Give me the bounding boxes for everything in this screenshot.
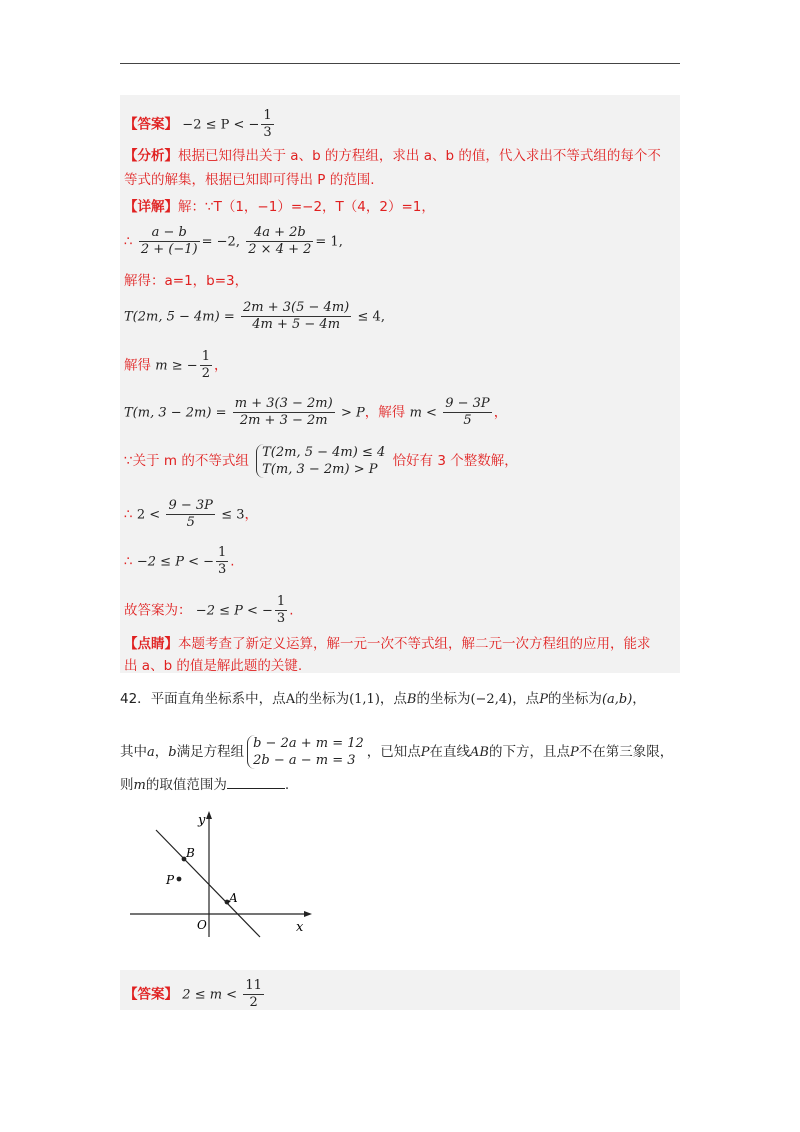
final-answer-line: 故答案为： −2 ≤ P < − $\frac{1}{3}$ . [124, 594, 294, 626]
range-line: ∴ 2 < $\frac{9 - 3P}{5}$ ≤ 3， [124, 498, 259, 530]
fraction-eleven-halves: $\frac{11}{2}$ [245, 978, 262, 1010]
question-42-line-2: 其中a，b满足方程组 b − 2a + m = 12 2b − a − m = 3 ，已知点P在直线AB的下方，且点P不在第三象限， [120, 736, 674, 768]
question-42-line-3: 则m的取值范围为 . [120, 774, 289, 796]
answer-fraction: $\frac{1}{3}$ [263, 108, 272, 140]
analysis-line-1: 【分析】根据已知得出关于 a、b 的方程组，求出 a、b 的值，代入求出不等式组的每个不 [124, 148, 661, 164]
label-y: y [198, 813, 206, 828]
fraction-third: $\frac{1}{3}$ [218, 545, 227, 577]
label-a: A [229, 891, 238, 905]
coordinate-figure [120, 805, 320, 945]
equation-system: b − 2a + m = 12 2b − a − m = 3 [247, 735, 364, 769]
analysis-line-2: 等式的解集，根据已知即可得出 P 的范围. [124, 172, 375, 188]
fraction-third-final: $\frac{1}{3}$ [276, 594, 286, 626]
inequality-system: T(2m, 5 − 4m) ≤ 4 T(m, 3 − 2m) > P [256, 444, 385, 478]
answer-blank [227, 774, 285, 789]
answer-line [124, 108, 276, 141]
equation-system-line: ∴ $\frac{a - b}{2 + (-1)}$ = −2, $\frac{4a + 2b}{2 \times 4 + 2}$ = 1, [124, 225, 343, 257]
fraction-half: $\frac{1}{2}$ [201, 349, 210, 381]
x-axis-arrow-icon [304, 911, 312, 917]
comment-line-2: 出 a、b 的值是解此题的关键. [124, 658, 303, 674]
t2-inequality-line: T(m, 3 − 2m) = $\frac{m + 3(3 - 2m)}{2m + 3 - 2m}$ > P，解得 m < $\frac{9 - 3P}{5}$ ， [124, 396, 508, 428]
header-rule [120, 63, 680, 64]
fraction-t2: $\frac{m + 3(3 - 2m)}{2m + 3 - 2m}$ [234, 396, 333, 428]
question-42-line-1: 42．平面直角坐标系中，点A的坐标为(1,1)，点B的坐标为(−2,4)，点P的坐标为(a,b)， [120, 691, 646, 707]
label-o: O [197, 918, 207, 932]
answer-42-line: 【答案】 2 ≤ m < $\frac{11}{2}$ [124, 978, 262, 1010]
fraction-4a2b: $\frac{4a + 2b}{2 \times 4 + 2}$ [248, 225, 312, 257]
label-p: P [166, 873, 175, 887]
label-x: x [296, 920, 304, 935]
detail-line: 【详解】解：∵T（1，−1）=−2，T（4，2）=1， [124, 199, 435, 215]
p-range-line: ∴ −2 ≤ P < − $\frac{1}{3}$ . [124, 545, 235, 577]
answer-tag: 【答案】 [124, 116, 178, 133]
question-number: 42． [120, 691, 151, 707]
y-axis-arrow-icon [206, 811, 212, 819]
fraction-9-3p: $\frac{9 - 3P}{5}$ [445, 396, 490, 428]
point-p [177, 877, 182, 882]
solve-result: 解得：a=1，b=3， [124, 273, 249, 289]
fraction-ab: $\frac{a - b}{2 + (-1)}$ [140, 225, 198, 257]
fraction-range: $\frac{9 - 3P}{5}$ [168, 498, 213, 530]
integer-solution-line: ∵关于 m 的不等式组 T(2m, 5 − 4m) ≤ 4 T(m, 3 − 2m) > P 恰好有 3 个整数解， [124, 445, 518, 477]
solve-m-line: 解得 m ≥ − $\frac{1}{2}$ ， [124, 349, 228, 381]
label-b: B [186, 846, 195, 860]
t-inequality-line: T(2m, 5 − 4m) = $\frac{2m + 3(5 - 4m)}{4m + 5 - 4m}$ ≤ 4, [124, 300, 385, 332]
comment-line-1: 【点睛】本题考查了新定义运算，解一元一次不等式组，解二元一次方程组的应用，能求 [124, 636, 651, 652]
fraction-t1: $\frac{2m + 3(5 - 4m)}{4m + 5 - 4m}$ [243, 300, 350, 332]
answer-expr: −2 ≤ P < − [182, 117, 260, 133]
